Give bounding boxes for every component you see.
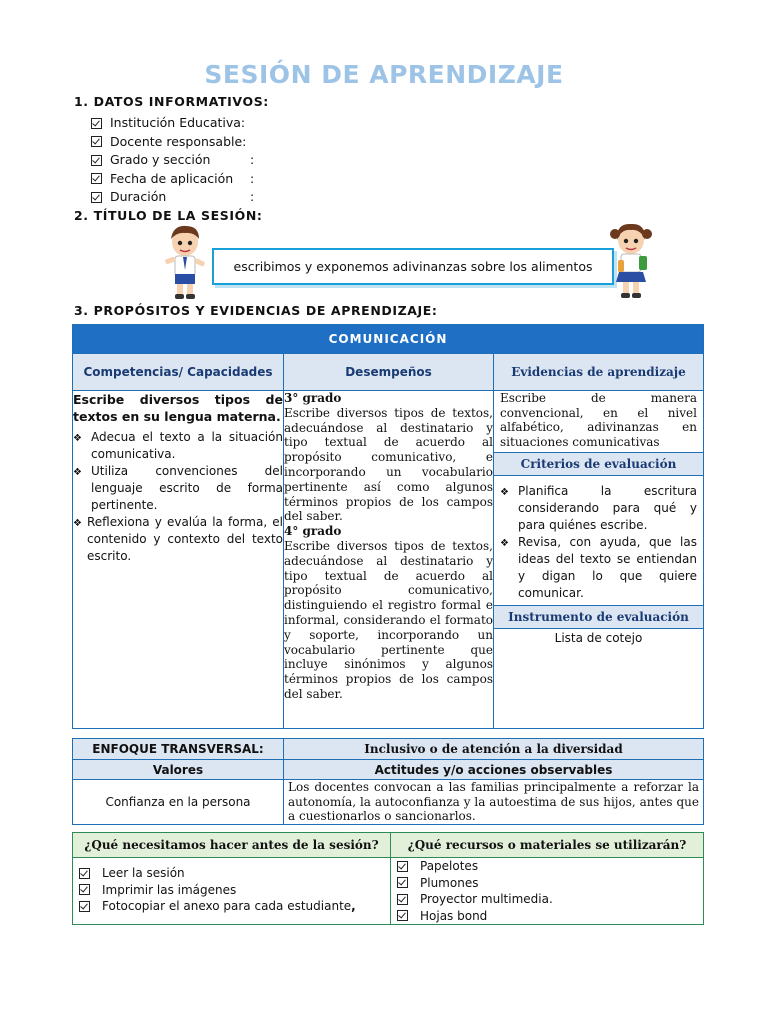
checkbox-icon <box>91 192 102 203</box>
col-antes: ¿Qué necesitamos hacer antes de la sesión? <box>73 833 391 858</box>
checkbox-icon <box>91 155 102 166</box>
grade3-text: Escribe diversos tipos de textos, adecuándose al destinatario y tipo textual de acuerdo al propósito comunicativo, e incorporando un vocabulario pertinente así como algunos términos propios de los campos del saber. <box>284 405 493 524</box>
col-actitudes: Actitudes y/o acciones observables <box>284 760 704 780</box>
checkbox-icon <box>397 861 408 872</box>
checkbox-icon <box>397 894 408 905</box>
grade3-label: 3° grado <box>284 391 342 405</box>
list-item: ❖ Revisa, con ayuda, que las ideas del texto se entiendan y digan lo que quiere comunicar. <box>500 535 697 600</box>
col-valores: Valores <box>73 760 284 780</box>
datos-item: Duración : <box>91 188 254 207</box>
diamond-bullet-icon: ❖ <box>73 518 82 529</box>
criterios-heading: Criterios de evaluación <box>494 452 703 476</box>
boy-illustration <box>160 222 210 302</box>
checkbox-icon <box>397 877 408 888</box>
capacidades-list <box>73 429 283 565</box>
session-title-box <box>212 248 614 285</box>
enfoque-table <box>72 738 704 825</box>
enfoque-value: Inclusivo o de atención a la diversidad <box>284 739 704 760</box>
evidencias-cell <box>494 391 704 729</box>
checkbox-icon <box>91 118 102 129</box>
instrumento-value: Lista de cotejo <box>554 631 643 645</box>
datos-item <box>91 133 254 152</box>
list-item: Plumones <box>397 875 697 892</box>
datos-label: Fecha de aplicación <box>110 170 234 186</box>
grade4-label: 4° grado <box>284 524 342 539</box>
col-recursos: ¿Qué recursos o materiales se utilizarán? <box>391 833 704 858</box>
criterios-list <box>494 480 703 605</box>
competencias-cell <box>73 391 284 729</box>
preparacion-table <box>72 832 704 925</box>
list-item: Hojas bond <box>397 908 697 925</box>
evidencia-text: Escribe de manera convencional, en el nivel alfabético, adivinanzas en situaciones comunicativas <box>500 391 697 449</box>
diamond-bullet-icon: ❖ <box>73 433 82 444</box>
checkbox-icon <box>91 136 102 147</box>
checkbox-icon <box>397 910 408 921</box>
diamond-bullet-icon: ❖ <box>500 538 509 549</box>
section2-heading: 2. TÍTULO DE LA SESIÓN: <box>74 208 263 223</box>
datos-label: Docente responsable: <box>110 133 247 149</box>
list-item: Imprimir las imágenes <box>79 882 384 899</box>
datos-label: Duración <box>110 189 167 204</box>
list-item: ❖ Reflexiona y evalúa la forma, el contenido y contexto del texto escrito. <box>73 515 283 563</box>
checkbox-icon <box>79 884 90 895</box>
list-item: Proyector multimedia. <box>397 891 697 908</box>
list-item: Papelotes <box>397 858 697 875</box>
datos-label: Institución Educativa: <box>110 115 246 130</box>
desempenos-cell <box>284 391 494 729</box>
instrumento-heading: Instrumento de evaluación <box>494 605 703 629</box>
enfoque-label: ENFOQUE TRANSVERSAL: <box>73 739 284 760</box>
propositos-table <box>72 324 704 729</box>
datos-item <box>91 114 254 133</box>
checkbox-icon <box>79 868 90 879</box>
datos-label: Grado y sección <box>110 152 211 167</box>
session-title: escribimos y exponemos adivinanzas sobre los alimentos <box>233 259 593 274</box>
list-item: ❖ Adecua el texto a la situación comunicativa. <box>73 430 283 461</box>
list-item: Fotocopiar el anexo para cada estudiante , <box>79 898 384 915</box>
col-desempenos: Desempeños <box>284 354 494 391</box>
page-title: SESIÓN DE APRENDIZAJE <box>204 60 564 89</box>
competencia-title: Escribe diversos tipos de textos en su lengua materna. <box>73 392 283 424</box>
col-competencias: Competencias/ Capacidades <box>73 354 284 391</box>
datos-list <box>91 114 254 207</box>
checkbox-icon <box>79 901 90 912</box>
list-item: Leer la sesión <box>79 865 384 882</box>
datos-item: Grado y sección : <box>91 151 254 170</box>
diamond-bullet-icon: ❖ <box>500 487 509 498</box>
valor-cell: Confianza en la persona <box>73 780 284 825</box>
area-header: COMUNICACIÓN <box>73 325 704 354</box>
diamond-bullet-icon: ❖ <box>73 467 82 478</box>
section3-heading: 3. PROPÓSITOS Y EVIDENCIAS DE APRENDIZAJE: <box>74 303 438 318</box>
grade4-text: Escribe diversos tipos de textos, adecuándose al destinatario y tipo textual de acuerdo al propósito comunicativo, distinguiendo el registro formal e informal, considerando el formato y soporte, incorporando un vocabulario pertinente que incluye sinónimos y algunos términos propios de los campos del saber. <box>284 538 493 701</box>
antes-cell <box>73 858 391 925</box>
checkbox-icon <box>91 173 102 184</box>
recursos-cell <box>391 858 704 925</box>
list-item: ❖ Planifica la escritura considerando para qué y para quiénes escribe. <box>500 484 697 532</box>
actitud-cell: Los docentes convocan a las familias principalmente a reforzar la autonomía, la autoconfianza y la autoestima de sus hijos, antes que a cuestionarlos o sancionarlos. <box>284 780 704 825</box>
list-item: ❖ Utiliza convenciones del lenguaje escrito de forma pertinente. <box>73 464 283 512</box>
section1-heading: 1. DATOS INFORMATIVOS: <box>74 94 269 109</box>
datos-item: Fecha de aplicación : <box>91 170 254 189</box>
col-evidencias: Evidencias de aprendizaje <box>494 354 704 391</box>
girl-illustration <box>608 220 654 302</box>
